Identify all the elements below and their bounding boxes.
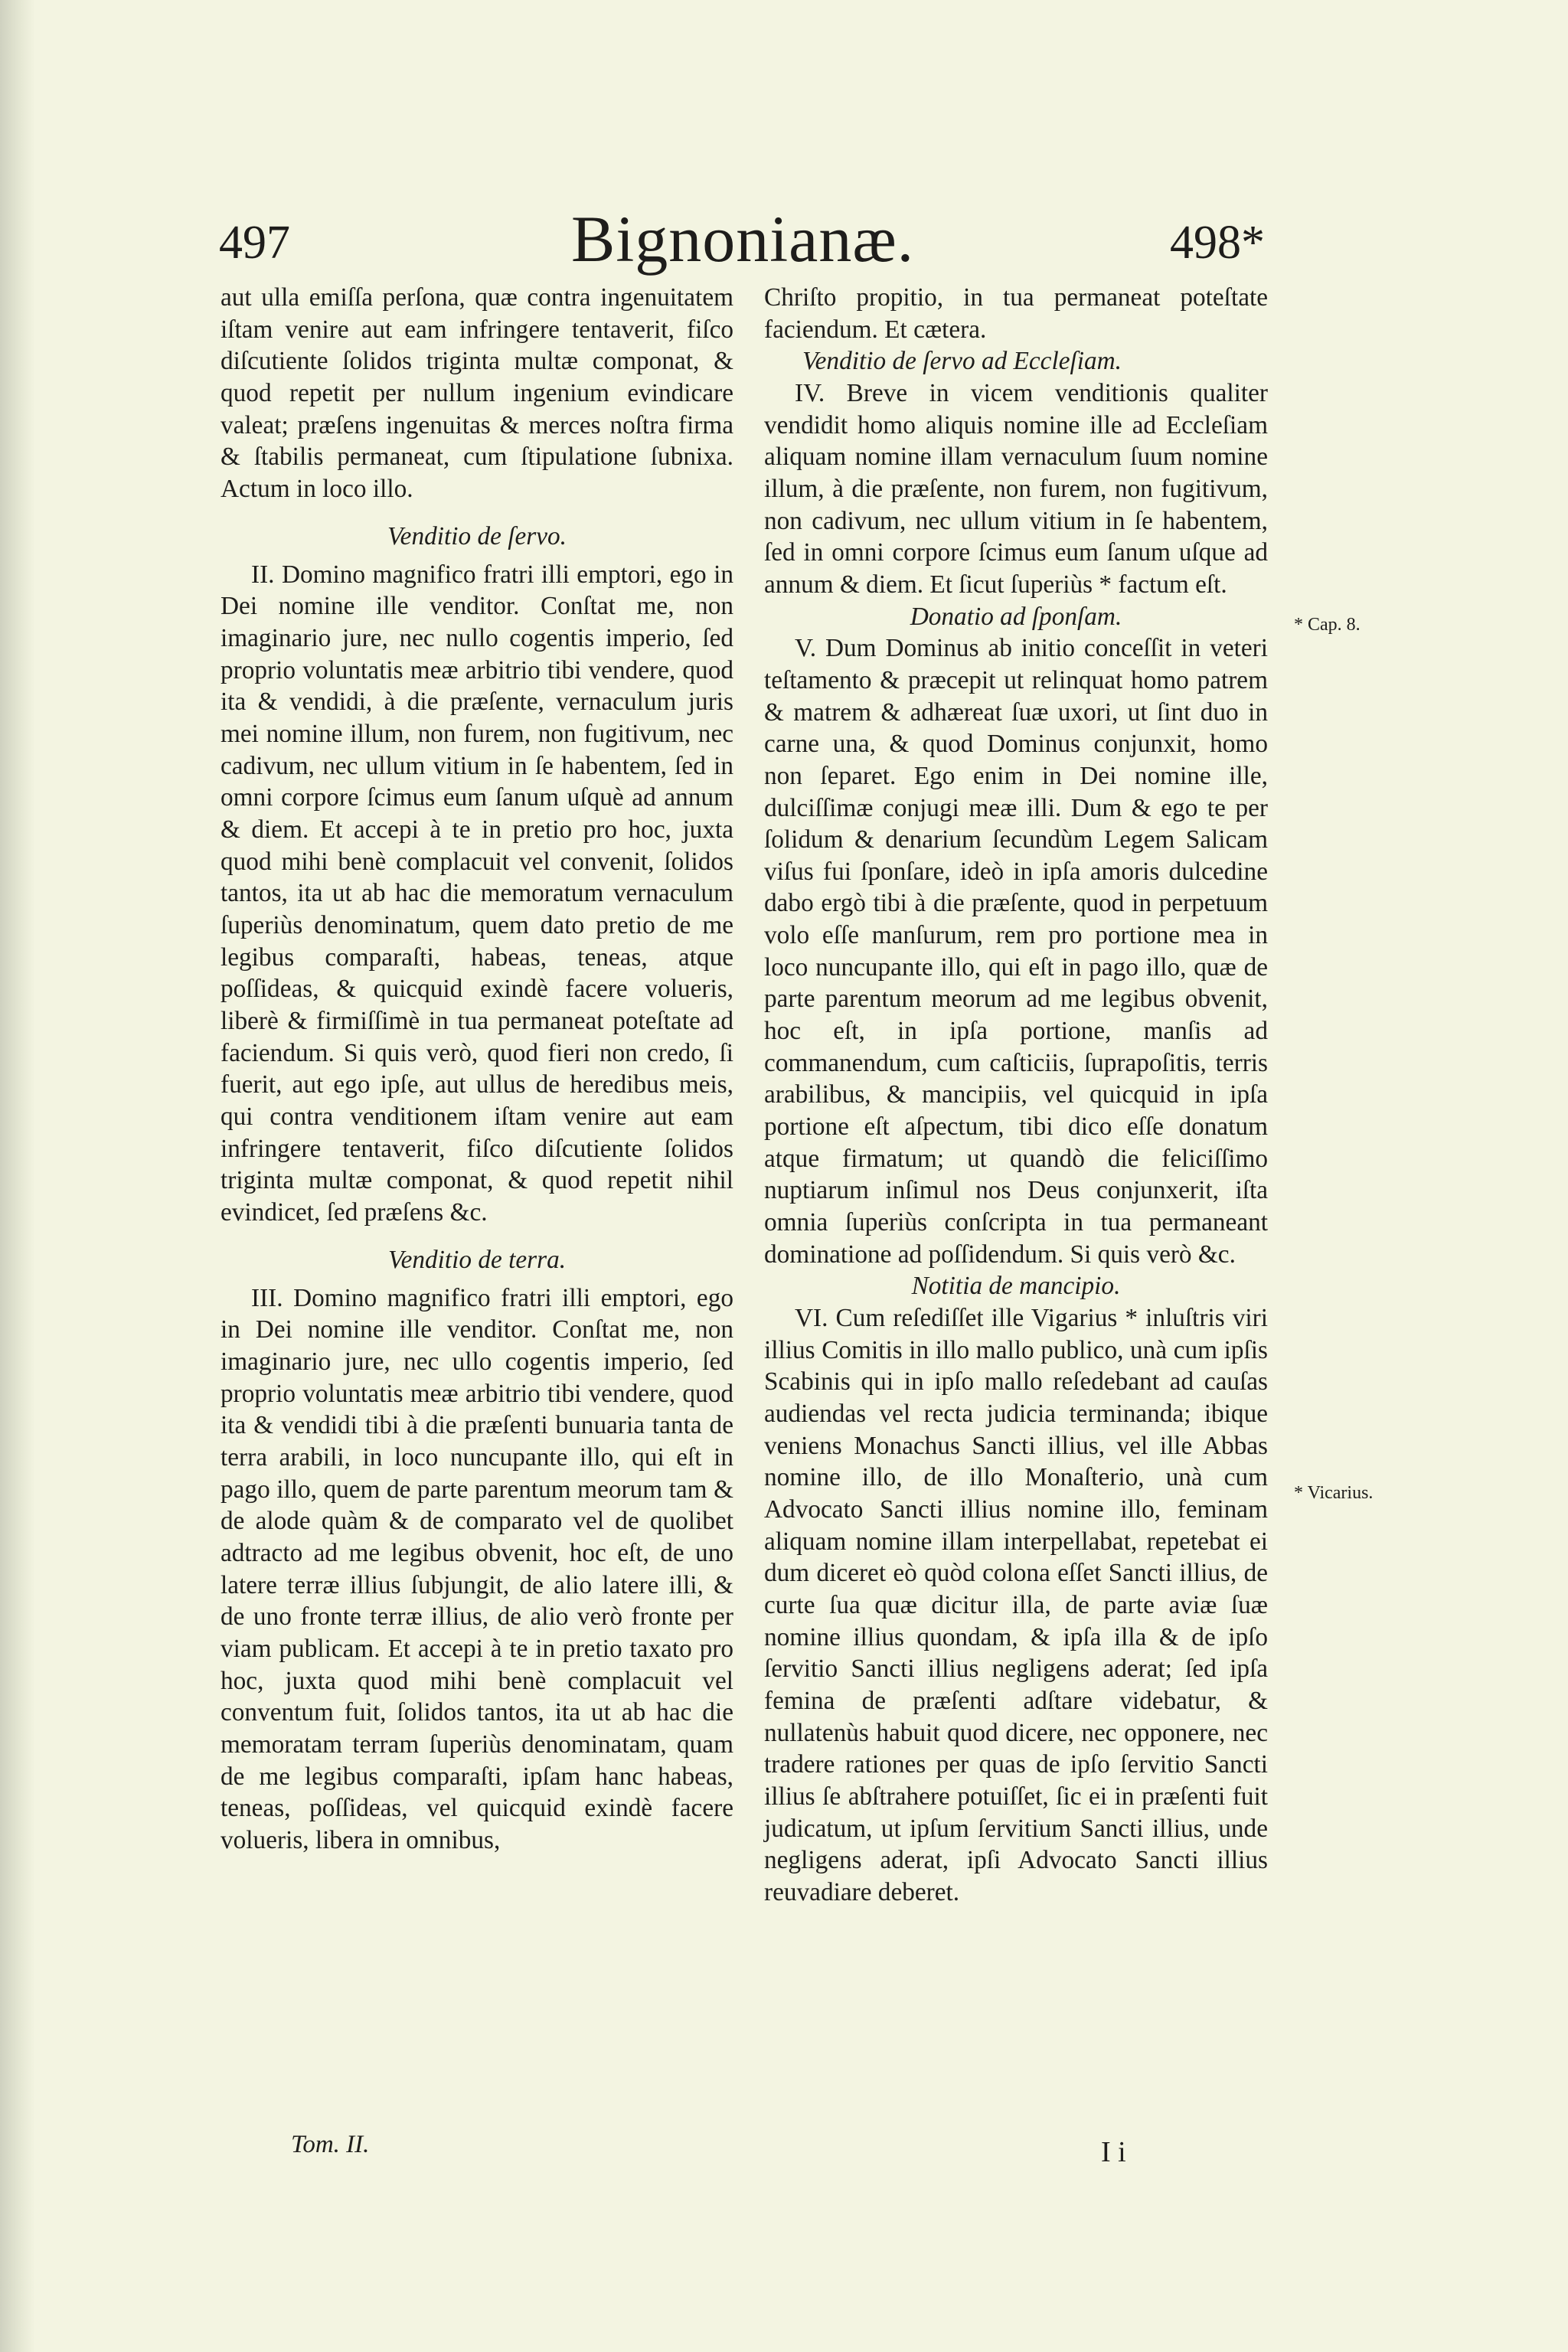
- section-iii: [220, 1282, 733, 1857]
- section-number: V.: [795, 634, 817, 663]
- section-text: Dum Dominus ab initio conceſſit in veteri teſtamento & præcepit ut relinquat homo patrem & matrem & adhæreat ſuæ uxori, ut ſint duo in carne una, & quod Dominus conjunxit, homo non ſeparet. Ego enim in Dei nomine ille, dulciſſimæ conjugi meæ illi. Dum & ego te per ſolidum & denarium ſecundùm Legem Salicam viſus fui ſponſare, ideò in ipſa amoris dulcedine dabo ergò tibi à die præſente, quod in perpetuum volo eſſe manſurum, rem pro portione mea in loco nuncupante illo, qui eſt in pago illo, quæ de parte parentum meorum ad me legibus obvenit, hoc eſt, in ipſa portione, manſis ad commanendum, cum caſticiis, ſuprapoſitis, terris arabilibus, & mancipiis, vel quicquid in ipſa portione eſt aſpectum, tibi dico eſſe donatum atque firmatum; ut quandò die feliciſſimo nuptiarum inſimul nos Deus conjunxerit, iſta omnia ſuperiùs conſcripta in tua permaneant dominatione ad poſſidendum. Si quis verò &c.: [764, 634, 1269, 1269]
- section-number: II.: [251, 560, 275, 589]
- section-heading-notitia-de-mancipio: Notitia de mancipio.: [911, 1272, 1121, 1301]
- section-text: Domino magnifico fratri illi emptori, ego in Dei nomine ille venditor. Conſtat me, non imaginario jure, nec ullo cogentis imperio, ſed proprio voluntatis meæ arbitrio tibi vendere, quod ita & vendidi tibi à die præſenti bunuaria tanta de terra arabili, in loco nuncupante illo, qui eſt in pago illo, quem de parte parentum meorum tam & de alode quàm & de comparato vel de quolibet adtracto ad me legibus obvenit, hoc eſt, de uno latere terræ illius ſubjungit, de alio latere illi, & de uno fronte terræ illius, de alio verò fronte per viam publicam. Et accepi à te in pretio taxato pro hoc, juxta quod mihi benè complacuit vel conventum fuit, ſolidos tantos, ita ut ab hac die memoratam terram ſuperiùs denominatam, quam de me legibus comparaſti, ipſam hanc habeas, teneas, poſſideas, vel quicquid exindè facere volueris, libera in omnibus,: [220, 1283, 733, 1854]
- signature-mark: I i: [1101, 2136, 1126, 2168]
- page-number-right: 498*: [1170, 217, 1265, 269]
- section-heading-donatio-ad-sponsam: Donatio ad ſponſam.: [910, 602, 1122, 631]
- section-heading-venditio-de-terra: Venditio de terra.: [387, 1246, 567, 1275]
- margin-note-vicarius: * Vicarius.: [1294, 1483, 1374, 1503]
- running-title: Bignonianæ.: [571, 202, 915, 276]
- section-heading-venditio-ad-ecclesiam: Venditio de ſervo ad Eccleſiam.: [802, 347, 1122, 376]
- volume-signature: Tom. II.: [291, 2131, 370, 2158]
- section-iv: [764, 377, 1268, 601]
- paragraph-continuation: aut ulla emiſſa perſona, quæ contra ingenuitatem iſtam venire aut eam infringere tentaverit, fiſco diſcutiente ſolidos triginta multæ componat, & quod repetit per nullum ingenium evindicare valeat; præſens ingenuitas & merces noſtra firma & ſtabilis permaneat, cum ſtipulatione ſubnixa. Actum in loco illo.: [220, 283, 733, 503]
- page-number-left: 497: [219, 217, 290, 269]
- section-v: [764, 632, 1268, 1270]
- section-vi: [764, 1302, 1268, 1908]
- section-text: Domino magnifico fratri illi emptori, ego in Dei nomine ille venditor. Conſtat me, non imaginario jure, nec nullo cogentis imperio, ſed proprio voluntatis meæ arbitrio tibi vendere, quod ita & vendidi, à die præſente, vernaculum juris mei nomine illum, non furem, non fugitivum, nec cadivum, nec ullum vitium in ſe habentem, ſed in omni corpore ſcimus eum ſanum uſquè ad annum & diem. Et accepi à te in pretio pro hoc, juxta quod mihi benè complacuit vel convenit, ſolidos tantos, ita ut ab hac die memoratum vernaculum ſuperiùs denominatum, quem dato pretio de me legibus comparaſti, habeas, teneas, atque poſſideas, & quicquid exindè facere volueris, liberè & firmiſſimè in tua permaneat poteſtate ad faciendum. Si quis verò, quod fieri non credo, ſi fuerit, aut ego ipſe, aut ullus de heredibus meis, qui contra venditionem iſtam venire aut eam infringere tentaverit, fiſco diſcutiente ſolidos triginta multæ componat, & quod repetit nihil evindicet, ſed præſens &c.: [220, 560, 733, 1227]
- section-number: IV.: [795, 378, 825, 407]
- section-number: III.: [251, 1283, 283, 1312]
- book-gutter-shadow: [0, 0, 35, 2352]
- section-heading-venditio-de-servo: Venditio de ſervo.: [387, 522, 567, 551]
- section-text: Cum reſediſſet ille Vigarius * inluſtris viri illius Comitis in illo mallo publico, unà cum ipſis Scabinis qui in ipſo mallo reſedebant ad cauſas audiendas vel recta judicia terminanda; ibique veniens Monachus Sancti illius, vel ille Abbas nomine illo, de illo Monaſterio, unà cum Advocato Sancti illius nomine illo, feminam aliquam nomine illam interpellabat, repetebat ei dum diceret eò quòd colona eſſet Sancti illius, de curte ſua quæ dicitur illa, de parte aviæ ſuæ nomine illius quondam, & ipſa illa & de ipſo ſervitio Sancti illius negligens aderat; ſed ipſa femina de præſenti adſtare videbatur, & nullatenùs habuit quod dicere, nec opponere, nec tradere rationes per quas de ipſo ſervitio Sancti illius ſe abſtrahere potuiſſet, ſic ei in præſenti fuit judicatum, ut ipſum ſervitium Sancti illius, unde negligens aderat, ipſi Advocato Sancti illius reuvadiare deberet.: [764, 1304, 1268, 1906]
- section-text: Breve in vicem venditionis qualiter vendidit homo aliquis nomine ille ad Eccleſiam aliquam nomine illam vernaculum ſuum nomine illum, à die præſente, non furem, non fugitivum, non cadivum, nec ullum vitium in ſe habentem, ſed in omni corpore ſcimus eum ſanum uſque ad annum & diem. Et ſicut ſuperiùs * factum eſt.: [764, 378, 1269, 599]
- section-number: VI.: [795, 1304, 828, 1332]
- right-column: [764, 282, 1268, 1908]
- left-column: [220, 282, 733, 1857]
- margin-note-cap: * Cap. 8.: [1294, 615, 1361, 635]
- paragraph-continuation: Chriſto propitio, in tua permaneat poteſtate faciendum. Et cætera.: [764, 283, 1268, 344]
- page-header: [0, 201, 1568, 277]
- section-ii: [220, 559, 733, 1229]
